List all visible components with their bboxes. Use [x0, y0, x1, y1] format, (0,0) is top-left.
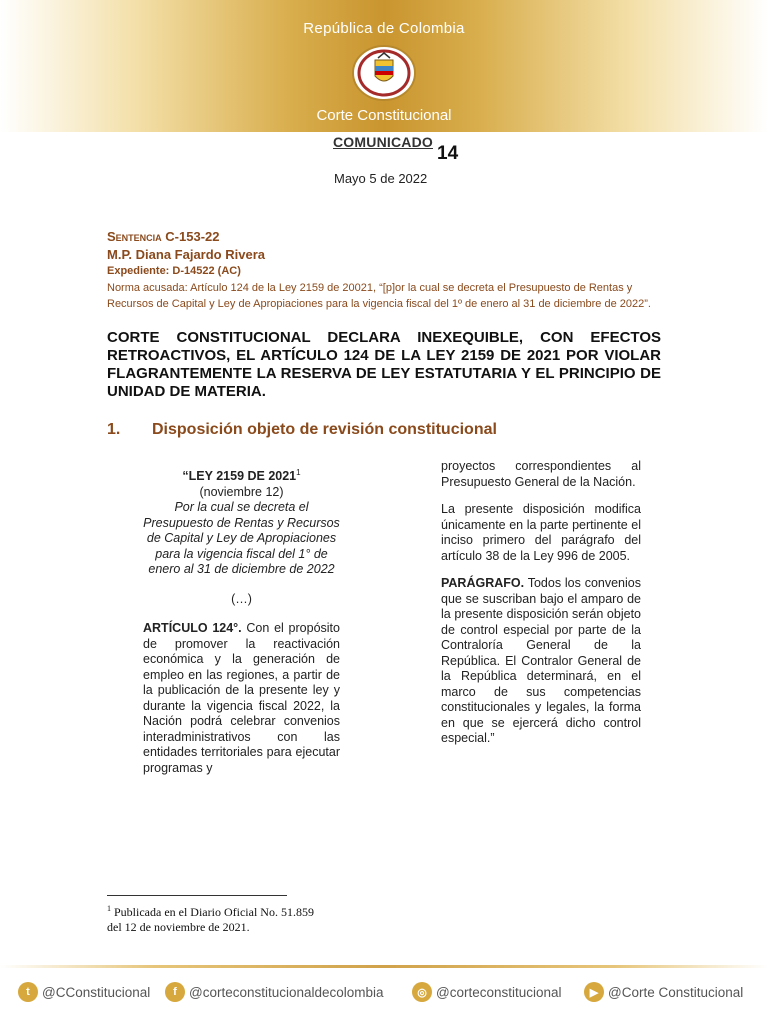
law-left-column	[143, 465, 340, 776]
social-facebook[interactable]	[165, 982, 384, 1002]
social-handle[interactable]: @corteconstitucional	[436, 984, 562, 1000]
sentencia-id: Sentencia C-153-22	[107, 229, 220, 244]
twitter-icon: t	[18, 982, 38, 1002]
court-label: Corte Constitucional	[316, 107, 452, 124]
law-title-line	[143, 465, 340, 485]
social-instagram[interactable]	[412, 982, 562, 1002]
comunicado-number: 14	[437, 143, 459, 164]
footnote-divider	[107, 895, 287, 896]
modifica-paragraph: La presente disposición modifica únicamente en la parte pertinente el inciso primero del parágrafo del artículo 38 de la Ley 996 de 2005.	[441, 502, 641, 563]
law-description: Por la cual se decreta el Presupuesto de Rentas y Recursos de Capital y Ley de Apropiaciones para la vigencia fiscal del 1° de enero al 31 de diciembre de 2022	[143, 500, 340, 577]
youtube-icon: ▶	[584, 982, 604, 1002]
paragrafo	[441, 576, 641, 747]
paragrafo-text: Todos los convenios que se suscriban bajo el amparo de la presente disposición serán objeto de control especial por parte de la Contraloría General de la República. El Contralor General de la República determinará, en el marco de sus competencias constitucionales y legales, la forma en que se ejercerá dicho control especial.”	[441, 576, 641, 745]
magistrada-ponente: M.P. Diana Fajardo Rivera	[107, 247, 265, 262]
section-number: 1.	[107, 421, 121, 438]
article-label: ARTÍCULO 124°.	[143, 621, 242, 636]
facebook-icon: f	[165, 982, 185, 1002]
comunicado-label: COMUNICADO	[333, 134, 433, 150]
ellipsis: (…)	[231, 591, 252, 606]
social-handle[interactable]: @Corte Constitucional	[608, 984, 744, 1000]
law-date: (noviembre 12)	[199, 484, 284, 499]
paragrafo-label: PARÁGRAFO.	[441, 576, 525, 590]
social-twitter[interactable]	[18, 982, 150, 1002]
footnote-number: 1	[107, 904, 111, 913]
article-text: Con el propósito de promover la reactivación económica y la generación de empleo en las regiones, a partir de la publicación de la presente ley y durante la vigencia fiscal 2022, la Nación podrá celebrar convenios interadministrativos con las entidades territoriales para ejecutar programas y	[143, 621, 340, 775]
social-handle[interactable]: @CConstitucional	[42, 984, 151, 1000]
law-title: “LEY 2159 DE 2021	[182, 469, 297, 484]
headline: CORTE CONSTITUCIONAL DECLARA INEXEQUIBLE, CON EFECTOS RETROACTIVOS, EL ARTÍCULO 124 DE LA LEY 2159 DE 2021 POR VIOLAR FLAGRANTEMENTE LA RESERVA DE LEY ESTATUTARIA Y EL PRINCIPIO DE UNIDAD DE MATERIA.	[107, 329, 661, 400]
footer-divider	[0, 965, 768, 968]
comunicado-date: Mayo 5 de 2022	[334, 171, 428, 186]
header-banner	[0, 0, 768, 132]
footnote	[107, 901, 317, 935]
section-title: Disposición objeto de revisión constitucional	[152, 421, 497, 438]
expediente: Expediente: D-14522 (AC)	[107, 265, 241, 277]
social-handle[interactable]: @corteconstitucionaldecolombia	[189, 984, 384, 1000]
article-continuation: proyectos correspondientes al Presupuesto General de la Nación.	[441, 459, 641, 489]
instagram-icon: ◎	[412, 982, 432, 1002]
footnote-ref[interactable]: 1	[296, 468, 301, 477]
law-right-column	[441, 459, 641, 747]
court-seal-icon	[351, 44, 417, 102]
article-124	[143, 621, 340, 776]
norma-acusada: Norma acusada: Artículo 124 de la Ley 2159 de 20021, “[p]or la cual se decreta el Presupuesto de Rentas y Recursos de Capital y Ley de Apropiaciones para la vigencia fiscal del 1º de enero al 31 de diciembre de 2022”.	[107, 282, 651, 310]
footnote-text: Publicada en el Diario Oficial No. 51.859 del 12 de noviembre de 2021.	[107, 905, 314, 934]
social-youtube[interactable]	[584, 982, 743, 1002]
republic-label: República de Colombia	[303, 20, 465, 37]
